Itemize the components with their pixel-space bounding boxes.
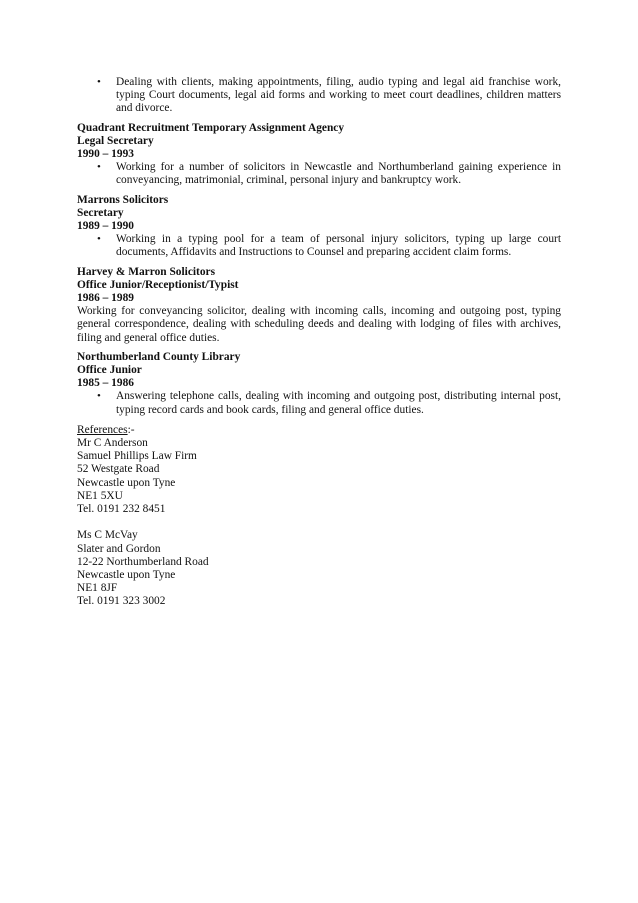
- job-bullet-list: [77, 233, 561, 259]
- reference-organisation: Samuel Phillips Law Firm: [77, 450, 197, 463]
- job-dates: 1986 – 1989: [77, 292, 134, 305]
- job-company: Marrons Solicitors: [77, 193, 169, 206]
- job-bullet-list: [77, 390, 561, 416]
- document-page: [77, 76, 561, 609]
- job-company: Northumberland County Library: [77, 350, 241, 363]
- job-dates: 1985 – 1986: [77, 377, 134, 390]
- job-title: Office Junior/Receptionist/Typist: [77, 278, 239, 291]
- reference-address-city: Newcastle upon Tyne: [77, 568, 176, 581]
- reference-address-street: 52 Westgate Road: [77, 463, 160, 476]
- job-description: Working for conveyancing solicitor, dealing with incoming calls, incoming and outgoing post, typing general correspondence, dealing with scheduling deeds and dealing with lodging of files with archives, filing and general office duties.: [77, 305, 561, 344]
- reference-address-street: 12-22 Northumberland Road: [77, 555, 209, 568]
- job-entry-quadrant: [77, 122, 561, 188]
- job-dates: 1989 – 1990: [77, 220, 134, 233]
- job-title: Office Junior: [77, 364, 142, 377]
- job-company: Quadrant Recruitment Temporary Assignment Agency: [77, 121, 345, 134]
- job-title: Legal Secretary: [77, 134, 154, 147]
- job-company: Harvey & Marron Solicitors: [77, 265, 216, 278]
- references-heading-text: References: [77, 423, 128, 436]
- list-item: • Dealing with clients, making appointments, filing, audio typing and legal aid franchise work, typing Court documents, legal aid forms and working to meet court deadlines, children matters and divorce.: [77, 76, 561, 116]
- references-section: [77, 424, 561, 609]
- reference-address-city: Newcastle upon Tyne: [77, 476, 176, 489]
- list-item: • Answering telephone calls, dealing with incoming and outgoing post, distributing internal post, typing record cards and book cards, filing and general office duties.: [77, 390, 561, 416]
- job-bullet-list: [77, 161, 561, 187]
- references-heading: [77, 424, 561, 437]
- job-entry-marrons: [77, 194, 561, 260]
- reference-postcode: NE1 5XU: [77, 489, 123, 502]
- intro-bullet-list: [77, 76, 561, 116]
- reference-entry-anderson: [77, 437, 561, 516]
- reference-postcode: NE1 8JF: [77, 582, 118, 595]
- job-entry-harvey-marron: [77, 266, 561, 345]
- reference-telephone: Tel. 0191 232 8451: [77, 503, 166, 516]
- job-dates: 1990 – 1993: [77, 148, 134, 161]
- reference-name: Ms C McVay: [77, 529, 138, 542]
- list-item: • Working for a number of solicitors in Newcastle and Northumberland gaining experience in conveyancing, matrimonial, criminal, personal injury and bankruptcy work.: [77, 161, 561, 187]
- references-heading-suffix: :-: [127, 423, 135, 436]
- job-entry-library: [77, 351, 561, 417]
- list-item: • Working in a typing pool for a team of personal injury solicitors, typing up large court documents, Affidavits and Instructions to Counsel and preparing accident claim forms.: [77, 233, 561, 259]
- reference-organisation: Slater and Gordon: [77, 542, 161, 555]
- reference-name: Mr C Anderson: [77, 437, 148, 450]
- reference-entry-mcvay: [77, 529, 561, 608]
- reference-telephone: Tel. 0191 323 3002: [77, 595, 166, 608]
- job-title: Secretary: [77, 206, 124, 219]
